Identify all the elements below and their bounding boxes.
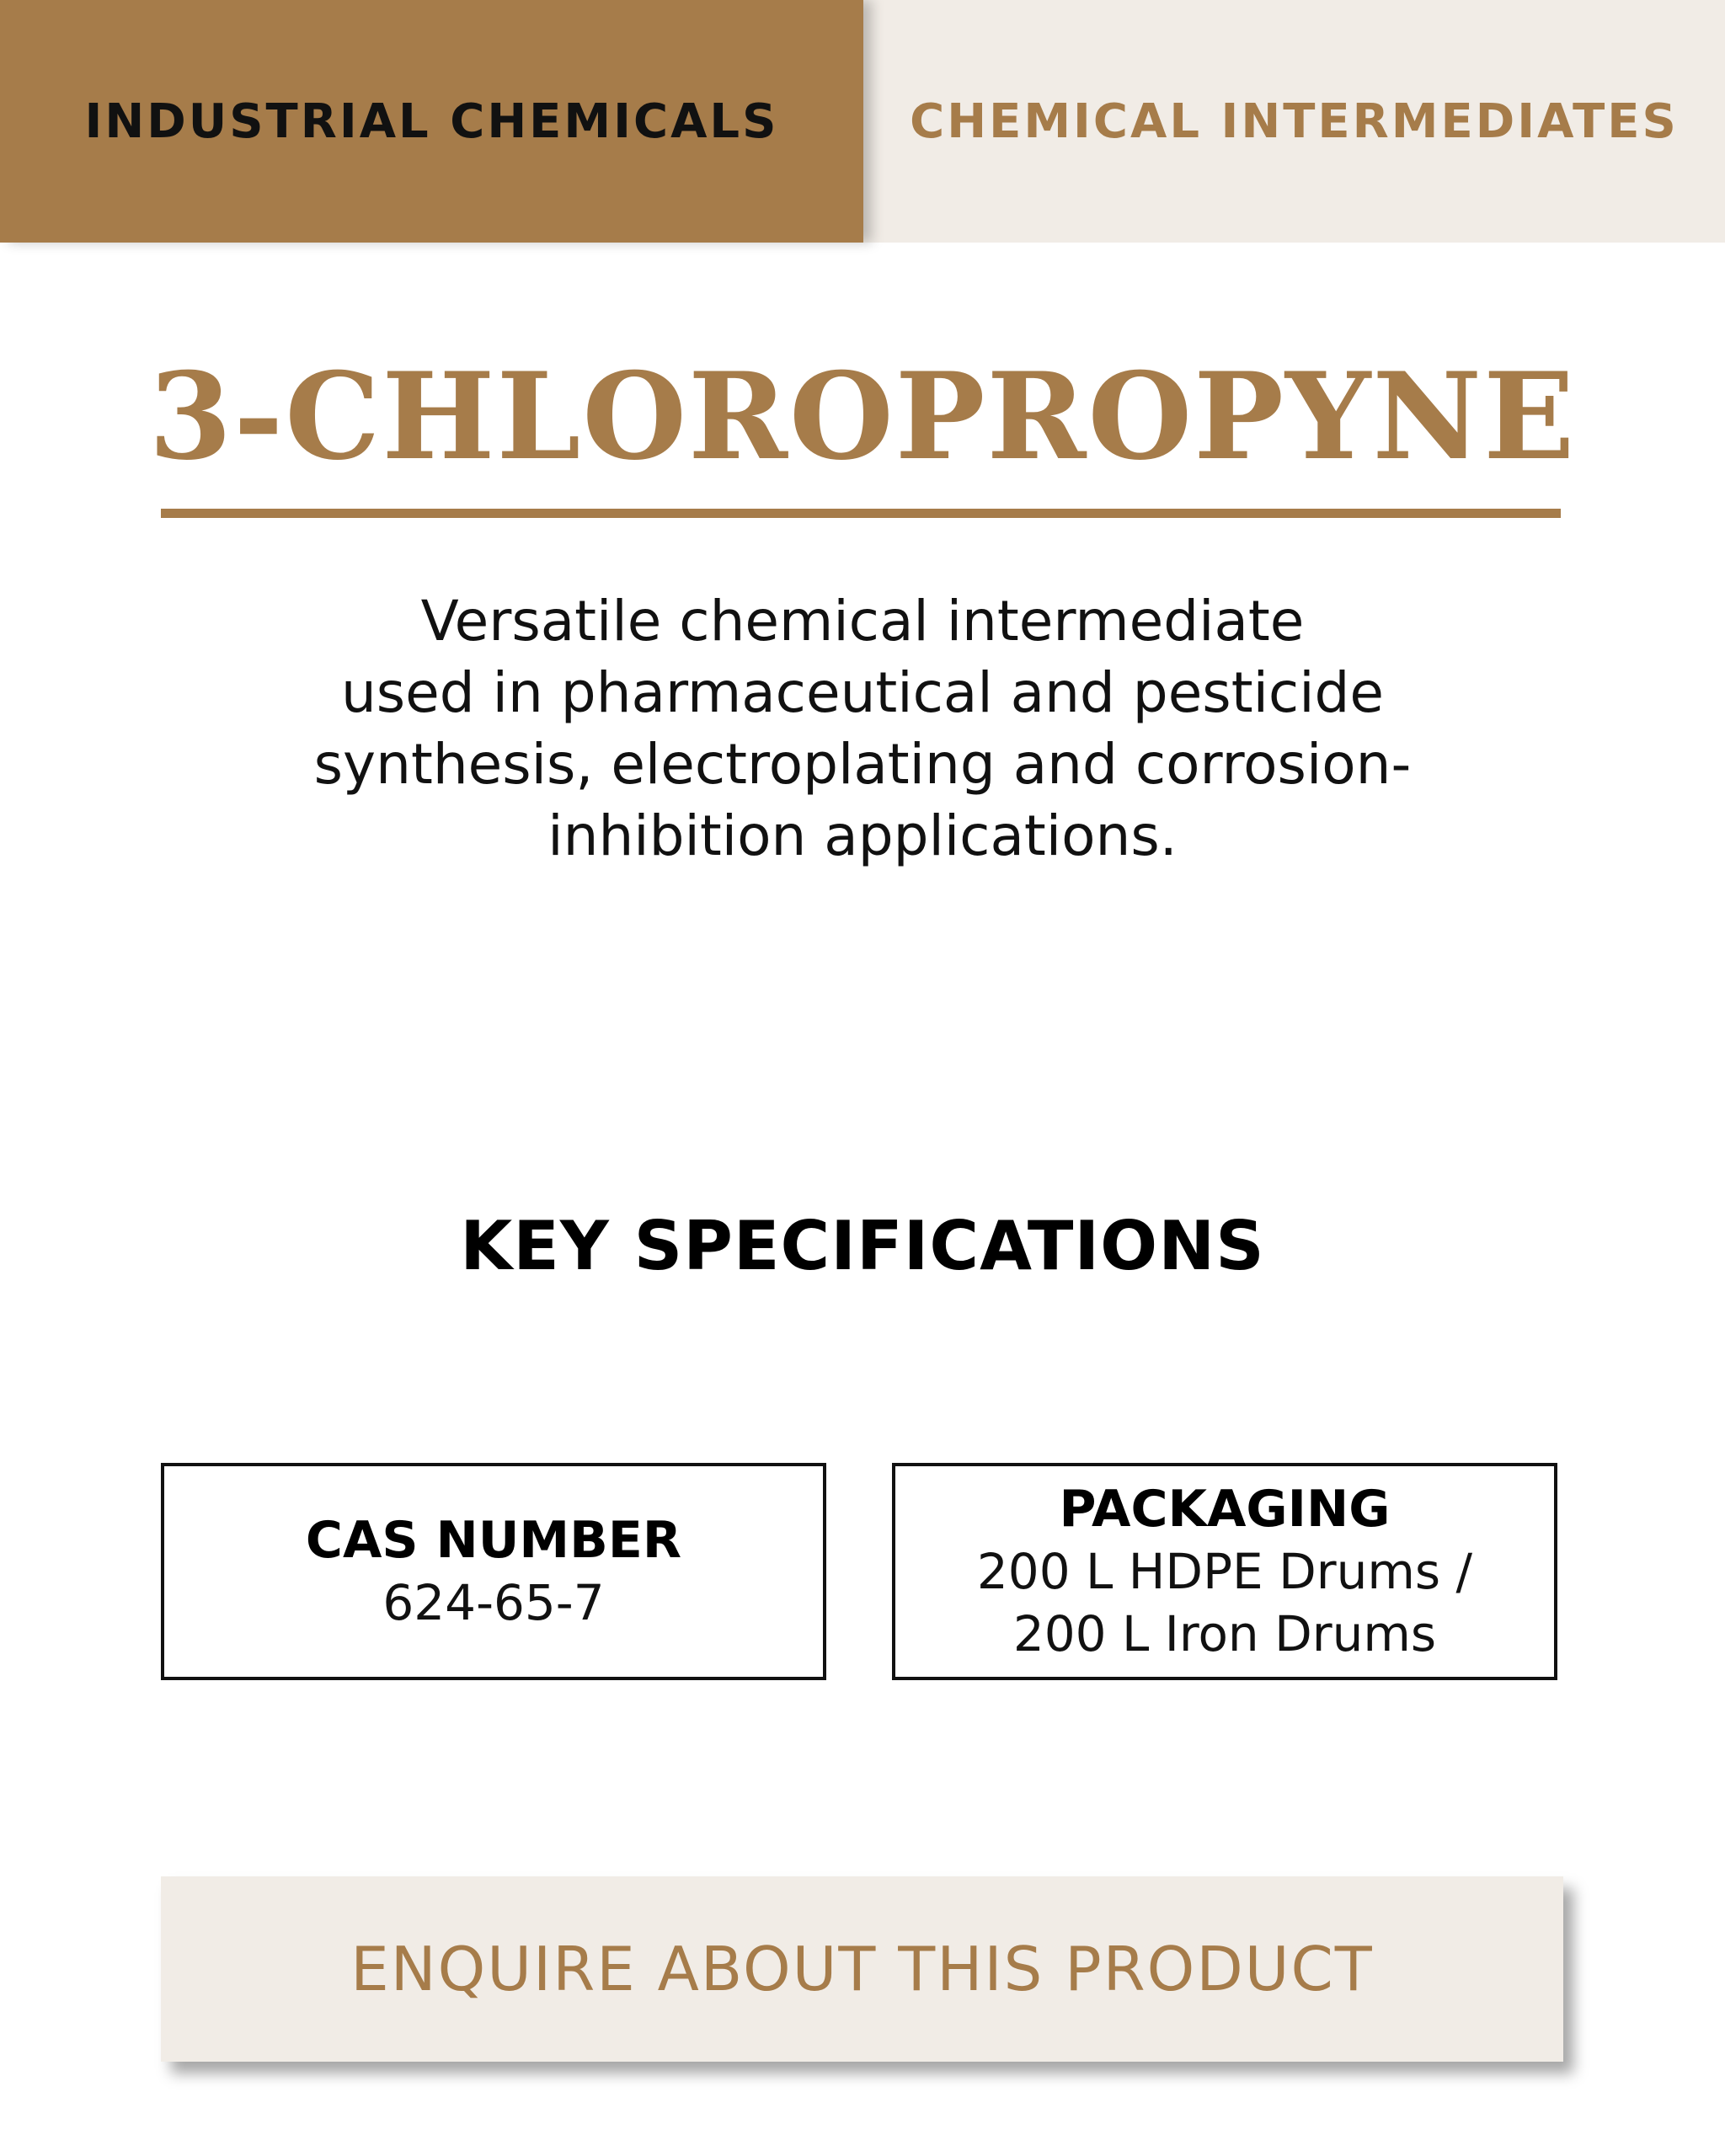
description-line: Versatile chemical intermediate bbox=[420, 589, 1305, 654]
enquire-button[interactable]: ENQUIRE ABOUT THIS PRODUCT bbox=[161, 1876, 1563, 2062]
spec-value: 200 L Iron Drums bbox=[1012, 1605, 1437, 1662]
product-title: 3-CHLOROPROPYNE bbox=[148, 347, 1577, 487]
spec-value: 624-65-7 bbox=[382, 1574, 605, 1631]
product-description bbox=[211, 585, 1514, 872]
tab-chemical-intermediates[interactable]: CHEMICAL INTERMEDIATES bbox=[863, 0, 1725, 243]
category-tabs bbox=[0, 0, 1725, 243]
spec-label: CAS NUMBER bbox=[305, 1511, 682, 1570]
spec-card-packaging bbox=[892, 1463, 1557, 1680]
description-line: synthesis, electroplating and corrosion- bbox=[313, 732, 1412, 797]
spec-value: 200 L HDPE Drums / bbox=[976, 1543, 1473, 1600]
description-line: inhibition applications. bbox=[547, 803, 1178, 868]
key-specifications-heading: KEY SPECIFICATIONS bbox=[460, 1207, 1265, 1285]
title-divider bbox=[161, 509, 1561, 518]
tab-industrial-chemicals[interactable]: INDUSTRIAL CHEMICALS bbox=[0, 0, 863, 243]
spec-card-cas-number bbox=[161, 1463, 826, 1680]
description-line: used in pharmaceutical and pesticide bbox=[340, 660, 1385, 725]
spec-label: PACKAGING bbox=[1059, 1480, 1391, 1539]
